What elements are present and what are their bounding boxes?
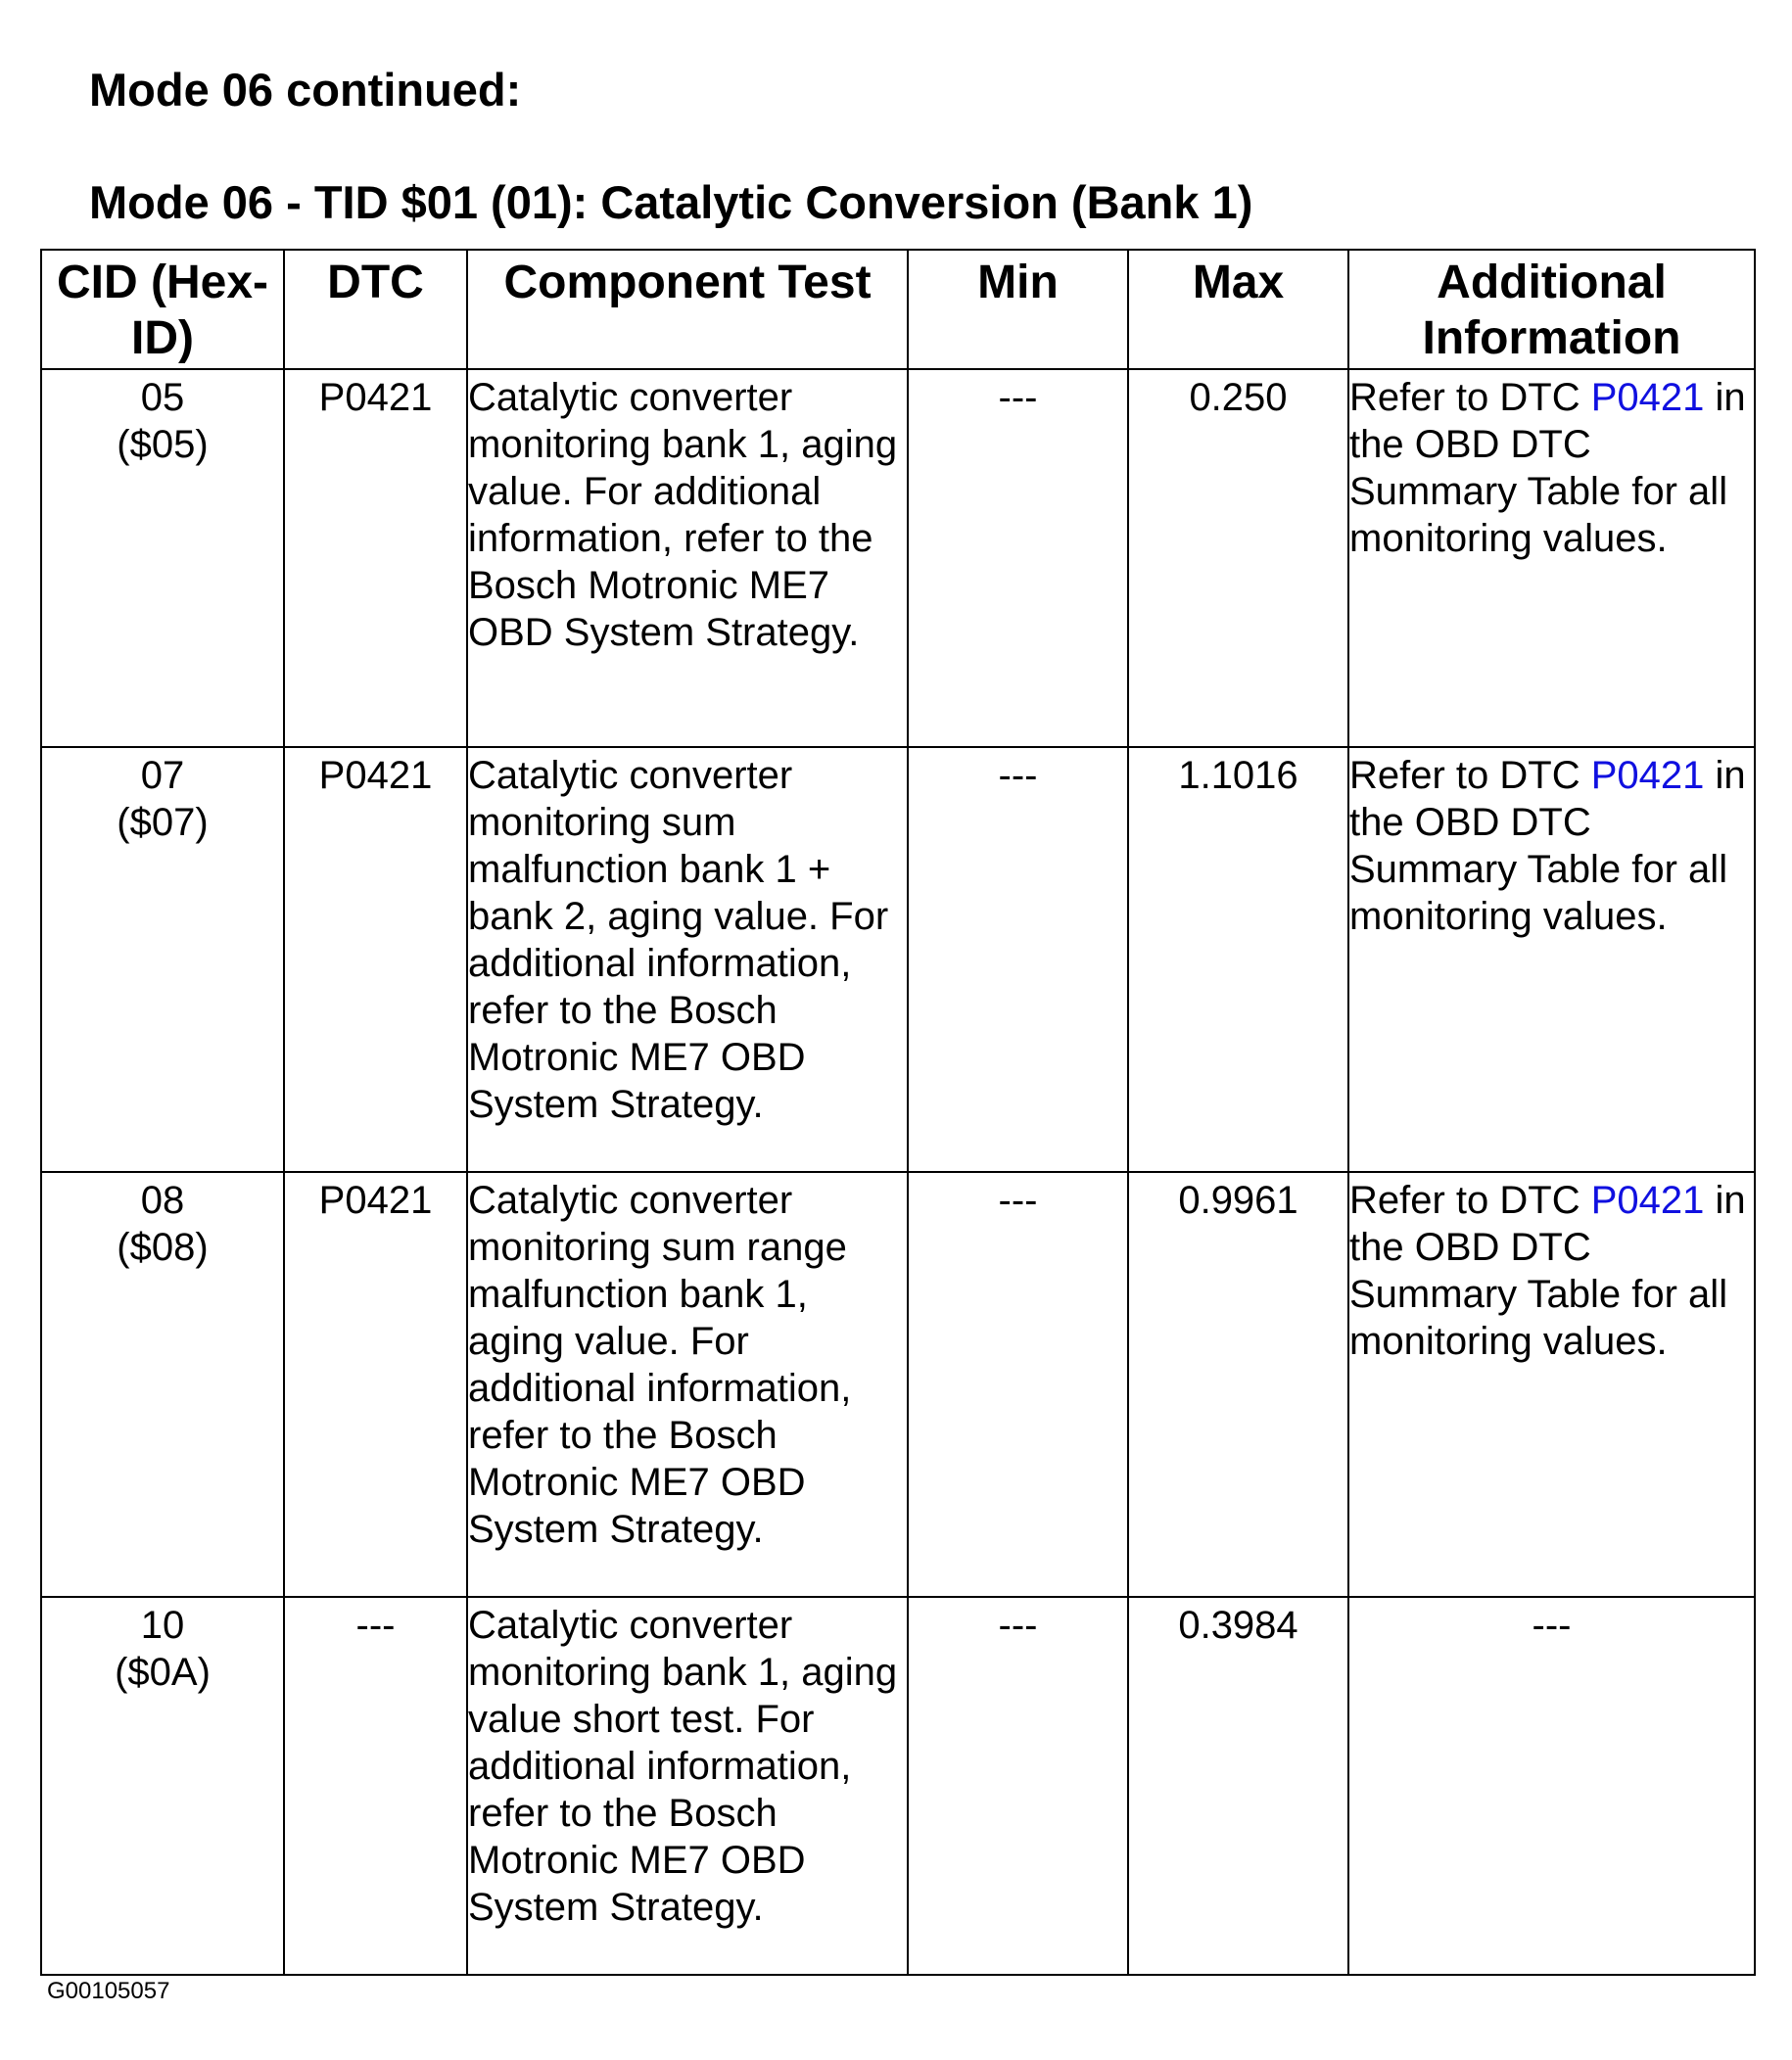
table-row <box>41 747 1755 1172</box>
page-heading: Mode 06 continued: <box>89 64 522 116</box>
table-row <box>41 1172 1755 1597</box>
cid-value: 10 <box>140 1604 185 1647</box>
cell-min: --- <box>908 1597 1128 1975</box>
header-dtc: DTC <box>284 250 467 369</box>
cid-value: 08 <box>140 1179 185 1222</box>
cid-value: 05 <box>140 376 185 419</box>
cid-hex: ($08) <box>117 1226 209 1269</box>
cell-additional-info <box>1348 369 1755 747</box>
info-suffix: in the OBD DTC Summary Table for all monitoring values. <box>1349 754 1746 938</box>
table-row <box>41 369 1755 747</box>
cell-component-test: Catalytic converter monitoring bank 1, aging value. For additional information, refer to the Bosch Motronic ME7 OBD System Strategy. <box>467 369 908 747</box>
cell-dtc: P0421 <box>284 747 467 1172</box>
cell-dtc: P0421 <box>284 369 467 747</box>
dtc-link[interactable]: P0421 <box>1590 1179 1705 1222</box>
cell-cid <box>41 1597 284 1975</box>
info-prefix: Refer to DTC <box>1349 754 1580 797</box>
info-prefix: Refer to DTC <box>1349 1179 1580 1222</box>
cell-component-test: Catalytic converter monitoring bank 1, aging value short test. For additional information, refer to the Bosch Motronic ME7 OBD System Strategy. <box>467 1597 908 1975</box>
header-component-test: Component Test <box>467 250 908 369</box>
cell-cid <box>41 1172 284 1597</box>
cell-component-test: Catalytic converter monitoring sum malfunction bank 1 + bank 2, aging value. For additional information, refer to the Bosch Motronic ME7 OBD System Strategy. <box>467 747 908 1172</box>
cell-dtc: P0421 <box>284 1172 467 1597</box>
info-suffix: in the OBD DTC Summary Table for all monitoring values. <box>1349 376 1746 560</box>
cid-value: 07 <box>140 754 185 797</box>
dtc-link[interactable]: P0421 <box>1590 754 1705 797</box>
info-prefix: Refer to DTC <box>1349 376 1580 419</box>
table-header-row <box>41 250 1755 369</box>
header-additional-information: Additional Information <box>1348 250 1755 369</box>
table-title: Mode 06 - TID $01 (01): Catalytic Conversion (Bank 1) <box>89 176 1253 228</box>
cell-cid <box>41 747 284 1172</box>
cell-additional-info <box>1348 1172 1755 1597</box>
mode06-table <box>40 249 1756 1976</box>
header-min: Min <box>908 250 1128 369</box>
cell-cid <box>41 369 284 747</box>
header-max: Max <box>1128 250 1348 369</box>
cell-max: 0.3984 <box>1128 1597 1348 1975</box>
cell-additional-info <box>1348 747 1755 1172</box>
table-row <box>41 1597 1755 1975</box>
info-suffix: in the OBD DTC Summary Table for all monitoring values. <box>1349 1179 1746 1363</box>
cid-hex: ($0A) <box>115 1651 211 1694</box>
cell-component-test: Catalytic converter monitoring sum range malfunction bank 1, aging value. For additional information, refer to the Bosch Motronic ME7 OBD System Strategy. <box>467 1172 908 1597</box>
cell-min: --- <box>908 1172 1128 1597</box>
figure-id: G00105057 <box>47 1978 170 2004</box>
dtc-link[interactable]: P0421 <box>1590 376 1705 419</box>
header-cid: CID (Hex-ID) <box>41 250 284 369</box>
cell-min: --- <box>908 747 1128 1172</box>
cell-max: 1.1016 <box>1128 747 1348 1172</box>
cell-max: 0.9961 <box>1128 1172 1348 1597</box>
cell-dtc: --- <box>284 1597 467 1975</box>
cid-hex: ($07) <box>117 801 209 844</box>
cell-additional-info: --- <box>1348 1597 1755 1975</box>
cell-min: --- <box>908 369 1128 747</box>
cell-max: 0.250 <box>1128 369 1348 747</box>
cid-hex: ($05) <box>117 423 209 466</box>
